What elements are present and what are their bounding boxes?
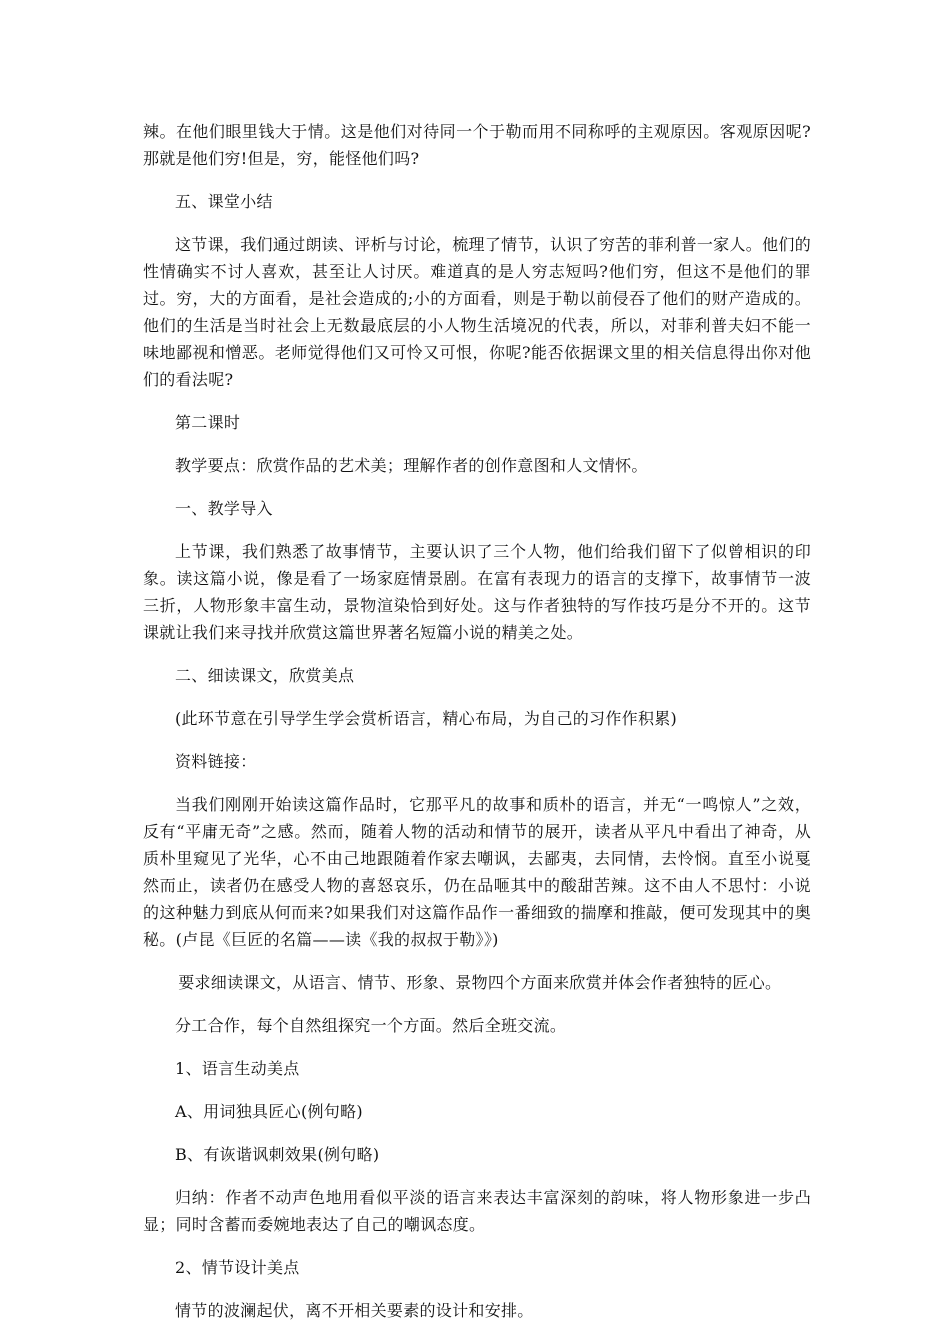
- paragraph-continuation: 辣。在他们眼里钱大于情。这是他们对待同一个于勒而用不同称呼的主观原因。客观原因呢?那就是他们穷!但是，穷，能怪他们吗?: [143, 122, 811, 168]
- document-body: [143, 118, 811, 1340]
- paragraph-conclusion: 归纳：作者不动声色地用看似平淡的语言来表达丰富深刻的韵味，将人物形象进一步凸显；同时含蓄而委婉地表达了自己的嘲讽态度。: [143, 1188, 811, 1234]
- point-language-a: A、用词独具匠心(例句略): [175, 1102, 363, 1121]
- point-plot-heading: 2、情节设计美点: [175, 1258, 300, 1277]
- teaching-points: 教学要点：欣赏作品的艺术美；理解作者的创作意图和人文情怀。: [175, 456, 648, 475]
- paragraph-intro: 上节课，我们熟悉了故事情节，主要认识了三个人物，他们给我们留下了似曾相识的印象。读这篇小说，像是看了一场家庭情景剧。在富有表现力的语言的支撑下，故事情节一波三折，人物形象丰富生动，景物渲染恰到好处。这与作者独特的写作技巧是分不开的。这节课就让我们来寻找并欣赏这篇世界著名短篇小说的精美之处。: [143, 542, 811, 642]
- paragraph-summary: 这节课，我们通过朗读、评析与讨论，梳理了情节，认识了穷苦的菲利普一家人。他们的性情确实不讨人喜欢，甚至让人讨厌。难道真的是人穷志短吗?他们穷，但这不是他们的罪过。穷，大的方面看，是社会造成的;小的方面看，则是于勒以前侵吞了他们的财产造成的。他们的生活是当时社会上无数最底层的小人物生活境况的代表，所以，对菲利普夫妇不能一味地鄙视和憎恶。老师觉得他们又可怜又可恨，你呢?能否依据课文里的相关信息得出你对他们的看法呢?: [143, 235, 811, 389]
- point-language-b: B、有诙谐讽刺效果(例句略): [175, 1145, 380, 1164]
- section-heading-intro: 一、教学导入: [175, 499, 273, 518]
- paragraph-resource-quote: 当我们刚刚开始读这篇作品时，它那平凡的故事和质朴的语言，并无“一鸣惊人”之效，反有“平庸无奇”之感。然而，随着人物的活动和情节的展开，读者从平凡中看出了神奇，从质朴里窥见了光华，心不由己地跟随着作家去嘲讽，去鄙夷，去同情，去怜悯。直至小说戛然而止，读者仍在感受人物的喜怒哀乐，仍在品咂其中的酸甜苦辣。这不由人不思忖：小说的这种魅力到底从何而来?如果我们对这篇作品作一番细致的揣摩和推敲，便可发现其中的奥秘。(卢昆《巨匠的名篇——读《我的叔叔于勒》》): [143, 795, 811, 949]
- resource-link-label: 资料链接：: [175, 752, 257, 771]
- lesson-two-heading: 第二课时: [175, 413, 241, 432]
- paragraph-purpose: (此环节意在引导学生学会赏析语言，精心布局，为自己的习作作积累): [175, 709, 678, 728]
- paragraph-requirement: 要求细读课文，从语言、情节、形象、景物四个方面来欣赏并体会作者独特的匠心。: [178, 973, 782, 992]
- section-heading-summary: 五、课堂小结: [175, 192, 273, 211]
- paragraph-plot: 情节的波澜起伏，离不开相关要素的设计和安排。: [175, 1301, 534, 1320]
- section-heading-close-reading: 二、细读课文，欣赏美点: [175, 666, 355, 685]
- paragraph-grouping: 分工合作，每个自然组探究一个方面。然后全班交流。: [175, 1016, 567, 1035]
- point-language-heading: 1、语言生动美点: [175, 1059, 300, 1078]
